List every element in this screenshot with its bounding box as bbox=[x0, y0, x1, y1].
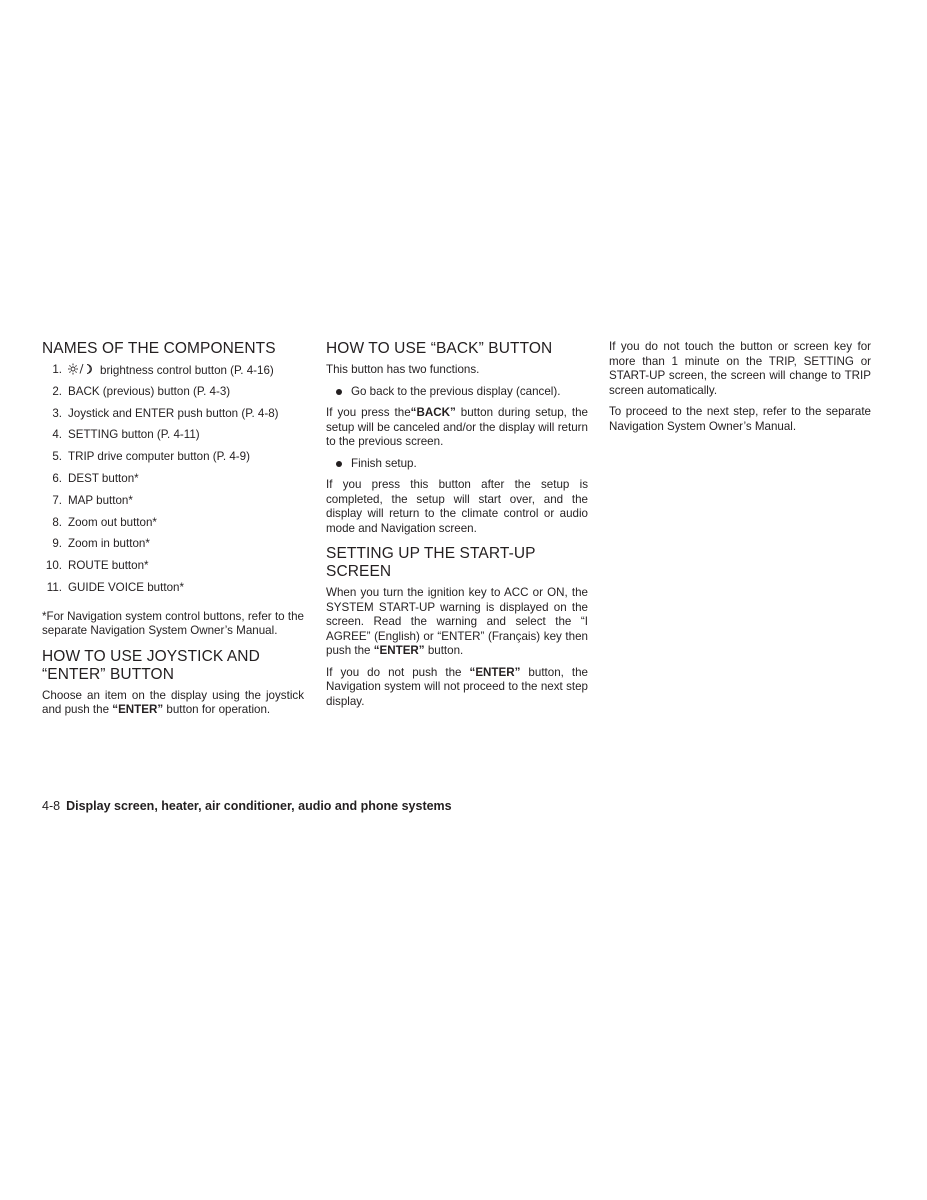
footnote: *For Navigation system control buttons, refer to the separate Navigation System Owner’s Manual. bbox=[42, 609, 304, 638]
text-run: If you do not push the bbox=[326, 665, 470, 679]
item-text: GUIDE VOICE button* bbox=[68, 580, 184, 594]
finish-paragraph: If you press this button after the setup is completed, the setup will start over, and the display will return to the climate control or audio mode and Navigation screen. bbox=[326, 478, 588, 535]
next-step-paragraph: To proceed to the next step, refer to the separate Navigation System Owner’s Manual. bbox=[609, 405, 871, 433]
item-number: 2. bbox=[52, 384, 62, 398]
text-run: Choose an item on the display using the joystick and push the bbox=[42, 688, 304, 717]
components-heading: NAMES OF THE COMPONENTS bbox=[42, 340, 276, 357]
item-text: Joystick and ENTER push button (P. 4-8) bbox=[68, 406, 279, 420]
item-number: 1. bbox=[52, 363, 62, 376]
bullet-item bbox=[326, 457, 588, 472]
list-item bbox=[42, 450, 304, 472]
item-number: 10. bbox=[45, 559, 62, 573]
enter-paragraph bbox=[326, 666, 588, 710]
list-item bbox=[42, 428, 304, 450]
item-number: 8. bbox=[52, 515, 62, 529]
item-text: brightness control button (P. 4-16) bbox=[100, 364, 274, 377]
startup-heading-line1: SETTING UP THE START-UP bbox=[326, 545, 536, 562]
item-number: 5. bbox=[52, 450, 62, 464]
text-run: If you press the bbox=[326, 406, 411, 419]
list-item bbox=[42, 537, 304, 559]
list-item bbox=[42, 516, 304, 538]
column-right bbox=[609, 340, 871, 441]
list-item bbox=[42, 385, 304, 407]
list-item bbox=[42, 494, 304, 516]
item-text: Zoom in button* bbox=[68, 537, 150, 551]
page-number: 4-8 bbox=[42, 799, 61, 813]
item-text: ROUTE button* bbox=[68, 559, 149, 573]
item-text: BACK (previous) button (P. 4-3) bbox=[68, 384, 231, 398]
bullet-text: Go back to the previous display (cancel). bbox=[351, 384, 561, 398]
joystick-heading bbox=[42, 648, 304, 684]
back-button-heading: HOW TO USE “BACK” BUTTON bbox=[326, 340, 553, 357]
item-text: DEST button* bbox=[68, 471, 139, 485]
back-paragraph bbox=[326, 406, 588, 450]
bullet-icon bbox=[336, 389, 342, 395]
page-footer bbox=[42, 798, 452, 814]
bullet-text: Finish setup. bbox=[351, 456, 417, 470]
components-list bbox=[42, 363, 304, 603]
item-text: Zoom out button* bbox=[68, 515, 157, 529]
chapter-title: Display screen, heater, air conditioner, audio and phone systems bbox=[66, 799, 452, 813]
list-item bbox=[42, 407, 304, 429]
text-run: When you turn the ignition key to ACC or ON, the SYSTEM START-UP warning is displayed on the screen. Read the warning and select the “I AGREE” (English) or “ENTER” (Français) key then push the bbox=[326, 586, 588, 657]
column-left bbox=[42, 340, 304, 725]
list-item bbox=[42, 363, 304, 385]
text-run: button during setup, the setup will be canceled and/or the display will return to the previous screen. bbox=[326, 406, 589, 448]
item-text: MAP button* bbox=[68, 493, 133, 507]
joystick-paragraph bbox=[42, 689, 304, 718]
bullet-icon bbox=[336, 461, 342, 467]
joystick-heading-line2: “ENTER” BUTTON bbox=[42, 665, 174, 683]
bold-run: “BACK” bbox=[410, 406, 456, 419]
item-text: TRIP drive computer button (P. 4-9) bbox=[68, 450, 250, 464]
joystick-heading-line1: HOW TO USE JOYSTICK AND bbox=[42, 647, 260, 665]
item-number: 4. bbox=[52, 428, 62, 442]
timeout-paragraph: If you do not touch the button or screen key for more than 1 minute on the TRIP, SETTING or START-UP screen, the screen will change to TRIP screen automatically. bbox=[609, 340, 871, 397]
column-middle bbox=[326, 340, 588, 716]
bold-run: “ENTER” bbox=[112, 703, 164, 717]
item-number: 11. bbox=[46, 580, 62, 594]
item-number: 3. bbox=[52, 406, 62, 420]
item-number: 6. bbox=[52, 471, 62, 485]
bold-run: “ENTER” bbox=[373, 644, 425, 657]
item-number: 9. bbox=[52, 537, 62, 551]
text-run: button. bbox=[424, 644, 464, 657]
list-item bbox=[42, 472, 304, 494]
bullet-item bbox=[326, 385, 588, 400]
sun-moon-icon bbox=[68, 363, 96, 375]
text-run: button for operation. bbox=[163, 703, 271, 717]
list-item bbox=[42, 559, 304, 581]
bold-run: “ENTER” bbox=[469, 665, 521, 679]
startup-heading-line2: SCREEN bbox=[326, 563, 392, 580]
text-run: button, the Navigation system will not proceed to the next step display. bbox=[326, 665, 589, 708]
list-item bbox=[42, 581, 304, 603]
startup-heading bbox=[326, 545, 588, 581]
startup-paragraph bbox=[326, 586, 588, 659]
intro-paragraph: This button has two functions. bbox=[326, 363, 480, 376]
item-number: 7. bbox=[52, 493, 62, 507]
item-text: SETTING button (P. 4-11) bbox=[68, 428, 200, 442]
